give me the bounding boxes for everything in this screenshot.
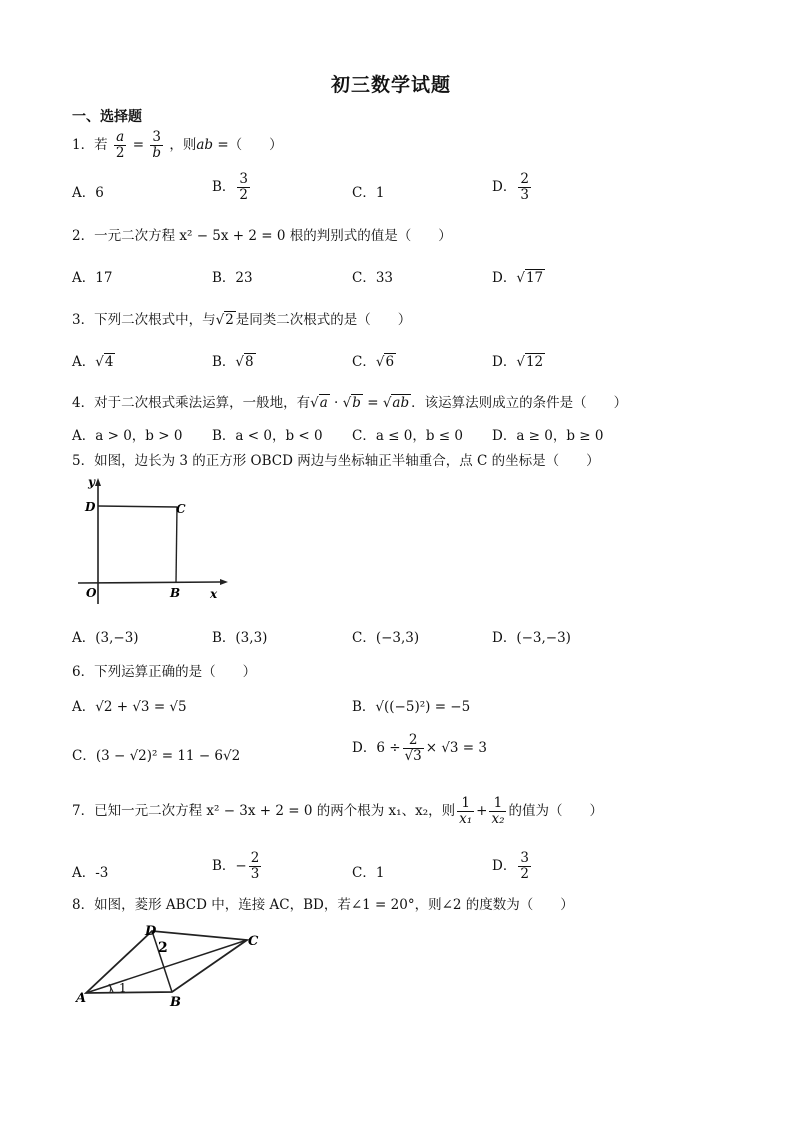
option-b[interactable]: B．(3,3) [212, 630, 268, 646]
option-a[interactable]: A．17 [72, 270, 113, 286]
square-coordinate-figure [70, 472, 230, 612]
option-d[interactable]: D．√17 [492, 270, 544, 286]
option-a[interactable]: A．(3,−3) [72, 630, 139, 646]
question-7: 7．已知一元二次方程 x² − 3x + 2 = 0 的两个根为 x₁、x₂，则 $\frac{1}{\text{x₁}}$ + $\frac{1}{\text{x₂}}$ 的值为（ ） [72, 795, 603, 827]
option-d[interactable]: D．6 ÷ $\frac{2}{√3}$ × √3 = 3 [352, 732, 487, 764]
point-d-label: D [145, 924, 157, 939]
point-b-label: B [170, 995, 181, 1010]
section-heading: 一、选择题 [72, 109, 142, 125]
fraction: $\frac{3}{b}$ [152, 129, 162, 161]
option-c[interactable]: C．a ≤ 0，b ≤ 0 [352, 428, 463, 444]
y-axis-label: y [88, 475, 95, 489]
option-d[interactable]: D． $\frac{3}{2}$ [492, 850, 529, 882]
question-2: 2．一元二次方程 x² − 5x + 2 = 0 根的判别式的值是（ ） [72, 228, 452, 244]
option-c[interactable]: C．(−3,3) [352, 630, 420, 646]
option-c[interactable]: C．(3 − √2)² = 11 − 6√2 [72, 748, 241, 764]
option-a[interactable]: A．√2 + √3 = √5 [72, 699, 187, 715]
point-a-label: A [76, 991, 87, 1006]
point-d-label: D [85, 500, 96, 514]
option-b[interactable]: B．a < 0，b < 0 [212, 428, 323, 444]
x-axis-label: x [210, 587, 218, 601]
option-c[interactable]: C．1 [352, 185, 385, 201]
option-a[interactable]: A．6 [72, 185, 104, 201]
option-c[interactable]: C．1 [352, 865, 385, 881]
point-c-label: C [176, 502, 186, 516]
option-b[interactable]: B．23 [212, 270, 253, 286]
option-d[interactable]: D．(−3,−3) [492, 630, 571, 646]
question-4: 4．对于二次根式乘法运算，一般地，有√a · √b = √ab ．该运算法则成立的条件是（ ） [72, 395, 628, 411]
question-1: 1．若 $\frac{a}{2}$ = $\frac{3}{b}$ ，则ab =（ ） [72, 129, 283, 161]
question-6: 6．下列运算正确的是（ ） [72, 664, 257, 680]
option-b[interactable]: B． $\frac{3}{2}$ [212, 171, 249, 203]
angle-2-label: 2 [158, 940, 168, 956]
option-a[interactable]: A．√4 [72, 354, 114, 370]
option-a[interactable]: A．a > 0，b > 0 [72, 428, 183, 444]
option-d[interactable]: D．√12 [492, 354, 544, 370]
question-5: 5．如图，边长为 3 的正方形 OBCD 两边与坐标轴正半轴重合，点 C 的坐标是（ ） [72, 453, 600, 469]
option-b[interactable]: B．√8 [212, 354, 254, 370]
option-a[interactable]: A．-3 [72, 865, 109, 881]
option-d[interactable]: D．a ≥ 0，b ≥ 0 [492, 428, 604, 444]
option-d[interactable]: D． $\frac{2}{3}$ [492, 171, 529, 203]
question-3: 3．下列二次根式中，与√2 是同类二次根式的是（ ） [72, 312, 412, 328]
fraction: $\frac{a}{2}$ [115, 129, 125, 161]
question-8: 8．如图，菱形 ABCD 中，连接 AC，BD，若∠1 = 20°，则∠2 的度数为（ ） [72, 897, 574, 913]
rhombus-figure [72, 918, 272, 1013]
angle-1-label: 1 [119, 981, 127, 995]
option-b[interactable]: B．√((−5)²) = −5 [352, 699, 471, 715]
option-c[interactable]: C．√6 [352, 354, 395, 370]
page-title: 初三数学试题 [331, 74, 452, 96]
option-b[interactable]: B．− $\frac{2}{3}$ [212, 850, 260, 882]
point-b-label: B [170, 586, 181, 600]
point-o-label: O [86, 586, 97, 600]
point-c-label: C [248, 934, 259, 949]
option-c[interactable]: C．33 [352, 270, 394, 286]
